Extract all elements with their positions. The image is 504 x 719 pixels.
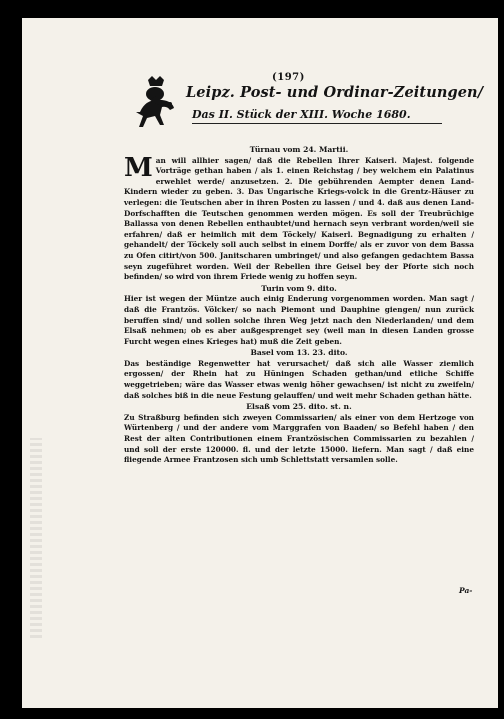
article-turin-text: Hier ist wegen der Müntze auch einig Enderung vorgenommen worden. Man sagt / daß die Frantzös. Völcker/ so nach Piemont und Dauphine giengen/ nun zurück beruffen sind/ und sollen solche ihren Weg jetzt nach den Niederlanden/ und dem Elsaß nehmen; ob es aber außgesprenget sey (weil man in diesen Landen grosse Furcht wegen eines Krieges hat) muß die Zeit geben. [124, 294, 474, 346]
page-number: (197) [272, 72, 305, 83]
article-basel-text: Das beständige Regenwetter hat verursachet/ daß sich alle Wasser ziemlich ergossen/ der Rhein hat zu Hüningen Schaden gethan/und etliche Schiffe weggetrieben; wäre das Wasser etwas wenig höher gewachsen/ ist nicht zu zweifeln/ daß solches biß in die neue Festung gelauffen/ und weit mehr Schaden gethan hätte. [124, 358, 474, 400]
article-tuernau [124, 152, 474, 283]
masthead-rule [192, 123, 442, 124]
dateline-basel: Basel vom 13. 23. dito. [250, 348, 348, 358]
article-tuernau-text: an will allhier sagen/ daß die Rebellen Ihrer Kaiserl. Majest. folgende Vorträge gethan haben / als 1. einen Reichstag / bey welchem ein Palatinus erwehlet werde/ anzusetzen. 2. Die gebührenden Aempter denen Land-Kindern wieder zu geben. 3. Das Ungarische Kriegs-volck in die Grentz-Häuser zu verlegen: die Teutschen aber in ihren Posten zu lassen / und 4. daß aus denen Land-Dorfschafften die Teutschen genommen werden mögen. Es soll der Treubrüchige Ballassa von denen Rebellen enthaubtet/und hernach seyn verbrant worden/weil sie erfahren/ daß er heimlich mit dem Töckely/ Kaiserl. Begnadigung zu erhalten / gehandelt/ der Töckely soll auch selbst in einem Dorffe/ als er zuvor von dem Bassa zu Ofen citirt/von 500. Janitscharen umbringet/ und also gefangen gedachtem Bassa seyn zugeführet worden. Weil der Rebellen ihre Geisel bey der Pforte sich noch befinden/ so wird von ihrem Friede wenig zu hoffen seyn. [124, 155, 474, 282]
post-rider-emblem-icon [130, 74, 180, 134]
article-elsass-text: Zu Straßburg befinden sich zweyen Commissarien/ als einer von dem Hertzoge von Würtenberg / und der andere vom Marggrafen von Baaden/ so Befehl haben / den Rest der alten Contributionen einem Frantzösischen Commissarien zu bezahlen / und soll der erste 120000. fl. und der letzte 15000. liefern. Man sagt / daß eine fliegende Armee Frantzosen sich umb Schlettstatt versamlen solle. [124, 412, 474, 465]
dateline-tuernau: Türnau vom 24. Martii. [249, 145, 349, 154]
dateline-turin: Turin vom 9. dito. [261, 283, 337, 293]
newspaper-title: Leipz. Post- und Ordinar-Zeitungen/ [186, 84, 484, 101]
masthead [22, 70, 498, 150]
drop-cap: M [124, 152, 153, 183]
bleed-through-texture [30, 438, 42, 638]
issue-subtitle: Das II. Stück der XIII. Woche 1680. [192, 108, 411, 121]
dateline-elsass: Elsaß vom 25. dito. st. n. [246, 402, 352, 412]
newspaper-page [22, 18, 498, 708]
article-body [124, 145, 474, 467]
catchword: Pa- [459, 586, 473, 595]
